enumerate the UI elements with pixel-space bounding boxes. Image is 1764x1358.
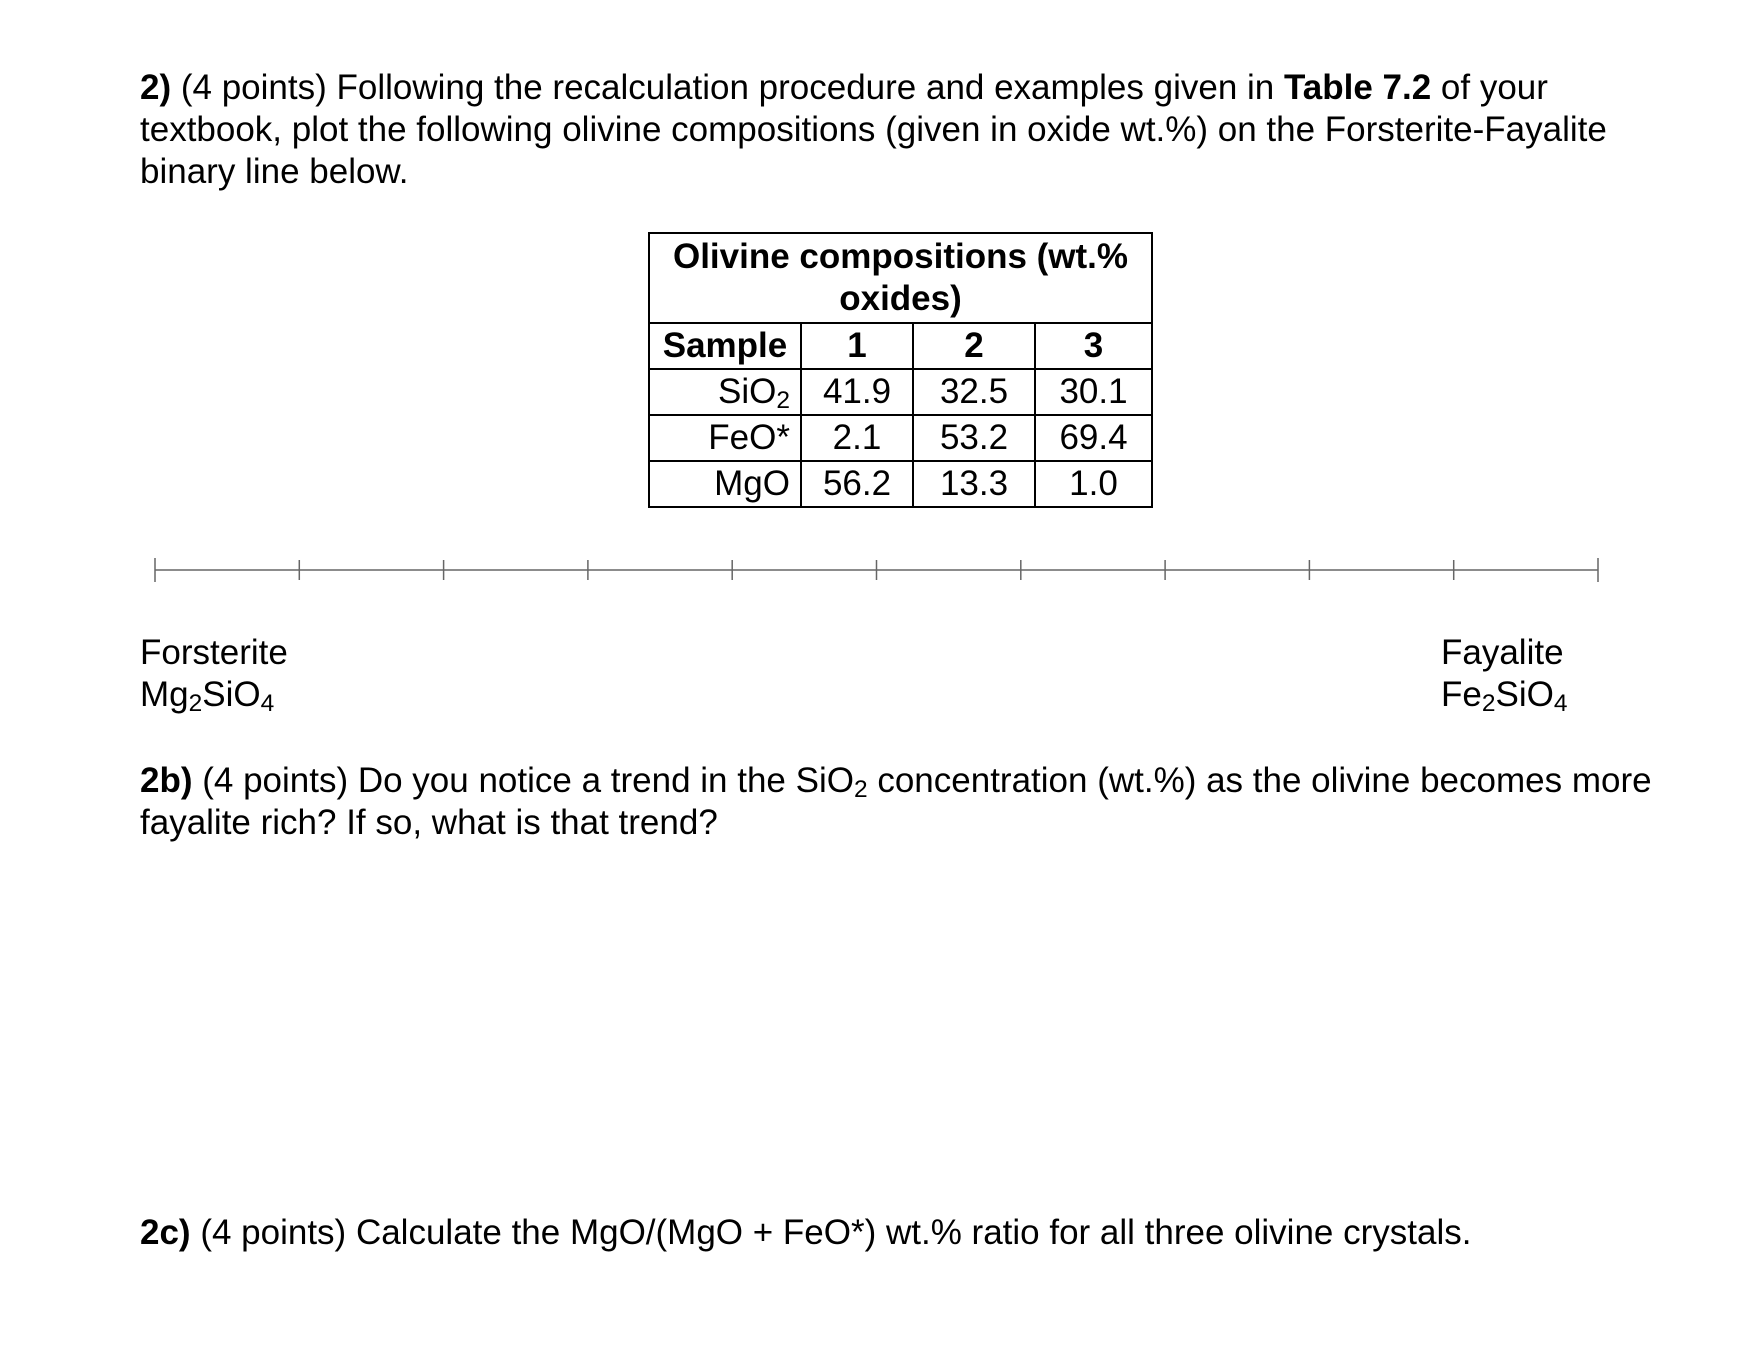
forsterite-fayalite-binary-line: [0, 540, 1764, 600]
table-cell: 41.9: [801, 369, 913, 415]
question-2c-number: 2c): [140, 1213, 191, 1252]
table-cell: 13.3: [913, 461, 1035, 507]
table-cell: 1.0: [1035, 461, 1152, 507]
table-cell: 56.2: [801, 461, 913, 507]
question-2-number: 2): [140, 68, 172, 107]
table-row: [649, 415, 1152, 461]
table-reference: Table 7.2: [1283, 68, 1432, 107]
table-header-row: [649, 323, 1152, 369]
question-2b-number: 2b): [140, 761, 193, 800]
sample-1-header: 1: [801, 323, 913, 369]
question-2-intro: (4 points) Following the recalculation procedure and examples given in: [180, 68, 1284, 107]
fayalite-endmember: [1441, 632, 1568, 716]
oxide-label: FeO*: [649, 415, 801, 461]
forsterite-formula: $Mg_2SiO_4$: [140, 675, 275, 717]
fayalite-formula: $Fe_2SiO_4$: [1441, 675, 1568, 717]
question-2-text: [140, 67, 1660, 193]
forsterite-endmember: [140, 632, 288, 716]
table-title: Olivine compositions (wt.% oxides): [649, 233, 1152, 323]
table-cell: 2.1: [801, 415, 913, 461]
question-2-rest: of your textbook, plot the following olivine compositions (given in oxide wt.%) on the Forsterite-Fayalite binary line below.: [140, 68, 1607, 191]
question-2b-text: 2b) (4 points) Do you notice a trend in the SiO$_2$ concentration (wt.%) as the olivine becomes more fayalite rich? If so, what is that trend?: [140, 761, 1652, 842]
table-row: [649, 461, 1152, 507]
sample-2-header: 2: [913, 323, 1035, 369]
table-cell: 69.4: [1035, 415, 1152, 461]
question-2c-text: 2c) (4 points) Calculate the MgO/(MgO + FeO*) wt.% ratio for all three olivine crystals.: [140, 1213, 1472, 1252]
table-cell: 53.2: [913, 415, 1035, 461]
table-cell: 32.5: [913, 369, 1035, 415]
table-cell: 30.1: [1035, 369, 1152, 415]
sample-3-header: 3: [1035, 323, 1152, 369]
forsterite-name: Forsterite: [140, 633, 288, 672]
table-row: [649, 369, 1152, 415]
olivine-compositions-table: [648, 232, 1153, 508]
table-title-row: [649, 233, 1152, 323]
sample-header: Sample: [649, 323, 801, 369]
fayalite-name: Fayalite: [1441, 633, 1564, 672]
oxide-label: MgO: [649, 461, 801, 507]
oxide-label: SiO$_2$: [649, 369, 801, 415]
